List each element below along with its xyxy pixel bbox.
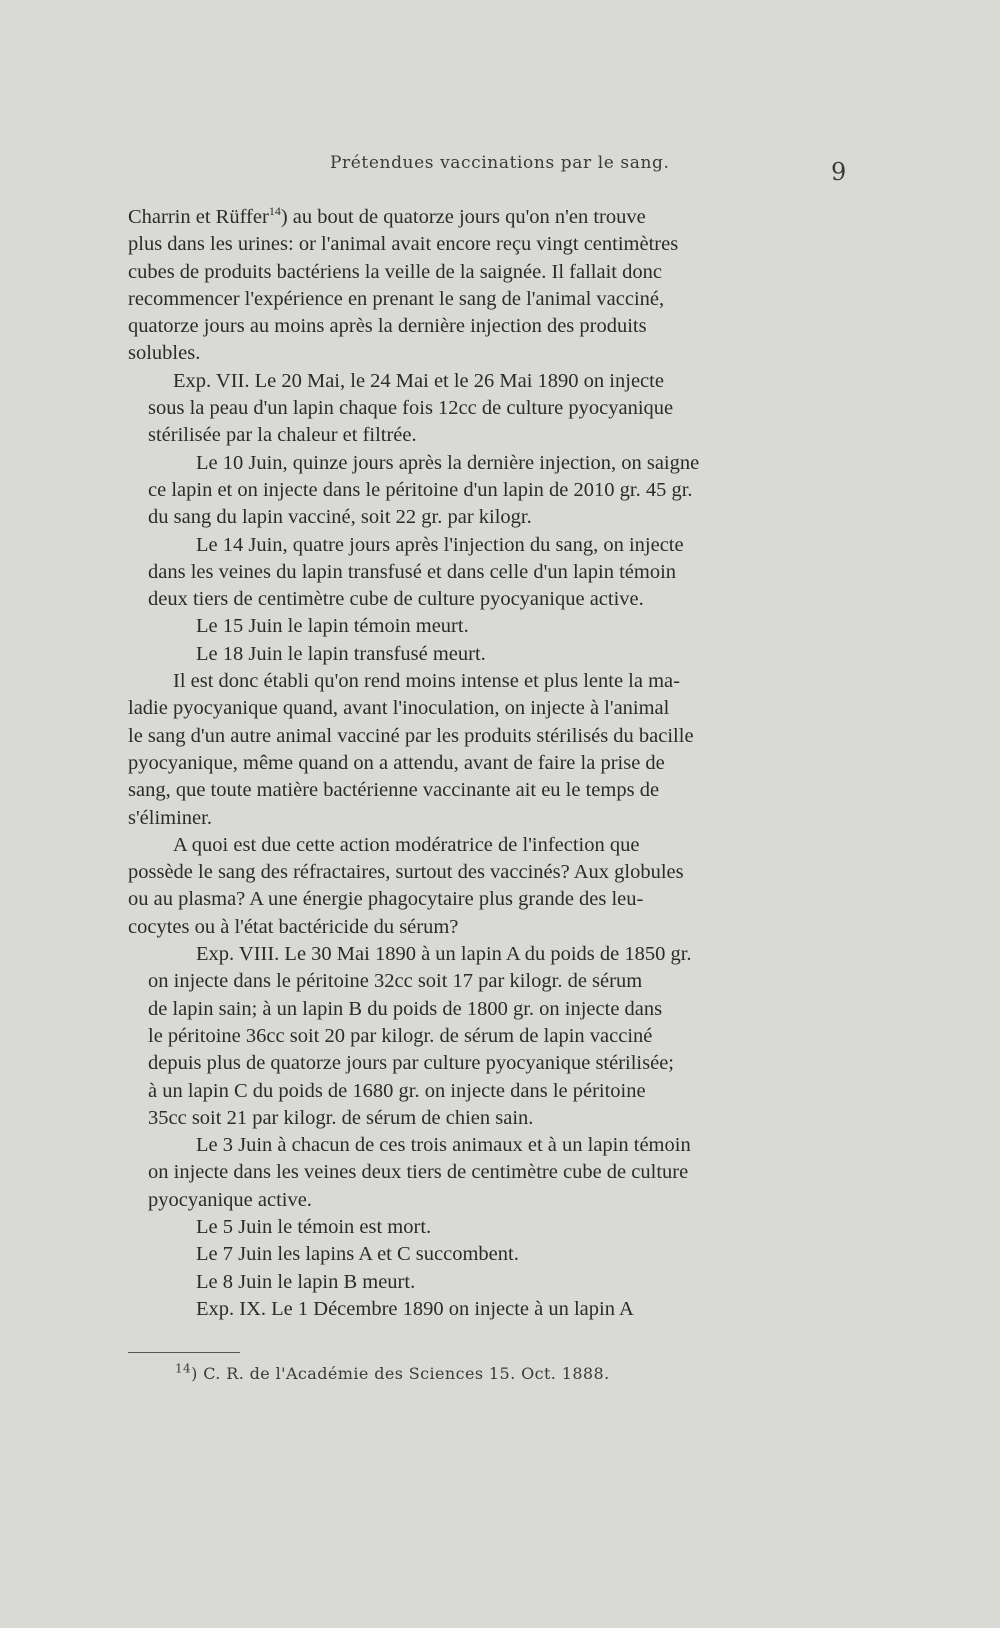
text-line: on injecte dans les veines deux tiers de centimètre cube de culture xyxy=(148,1161,689,1184)
text-line: 35cc soit 21 par kilogr. de sérum de chien sain. xyxy=(148,1106,534,1129)
text-line: depuis plus de quatorze jours par culture pyocyanique stérilisée; xyxy=(148,1052,675,1075)
text-line: ou au plasma? A une énergie phagocytaire plus grande des leu- xyxy=(128,888,644,911)
text-line: Le 7 Juin les lapins A et C succombent. xyxy=(196,1243,519,1266)
text-line: Le 18 Juin le lapin transfusé meurt. xyxy=(196,642,486,665)
footnote-text: ) C. R. de l'Académie des Sciences 15. Oct. 1888. xyxy=(191,1364,610,1383)
text-line: stérilisée par la chaleur et filtrée. xyxy=(148,424,417,447)
text-line: ladie pyocyanique quand, avant l'inoculation, on injecte à l'animal xyxy=(128,697,670,720)
footnote-reference: 14 xyxy=(268,204,281,219)
text-line: Exp. VIII. Le 30 Mai 1890 à un lapin A du poids de 1850 gr. xyxy=(196,943,692,966)
text-line: Charrin et Rüffer$^{14}$) au bout de quatorze jours qu'on n'en trouve xyxy=(128,204,646,228)
running-header: Prétendues vaccinations par le sang. xyxy=(330,153,670,173)
text-line: du sang du lapin vacciné, soit 22 gr. par kilogr. xyxy=(148,506,532,529)
text-line: Exp. IX. Le 1 Décembre 1890 on injecte à un lapin A xyxy=(196,1297,634,1320)
text-line: cubes de produits bactériens la veille de la saignée. Il fallait donc xyxy=(128,260,662,283)
text-line: Le 10 Juin, quinze jours après la dernière injection, on saigne xyxy=(196,451,700,474)
footnote-separator xyxy=(128,1352,240,1353)
text-line: Le 5 Juin le témoin est mort. xyxy=(196,1215,432,1238)
text-line: recommencer l'expérience en prenant le sang de l'animal vacciné, xyxy=(128,287,665,310)
text-line: solubles. xyxy=(128,342,201,365)
text-line: de lapin sain; à un lapin B du poids de 1800 gr. on injecte dans xyxy=(148,997,663,1020)
footnote-marker: 14 xyxy=(175,1361,192,1376)
text-line: Le 3 Juin à chacun de ces trois animaux et à un lapin témoin xyxy=(196,1134,691,1157)
text-line: dans les veines du lapin transfusé et dans celle d'un lapin témoin xyxy=(148,560,677,583)
text-line: cocytes ou à l'état bactéricide du sérum? xyxy=(128,915,459,938)
text-line: on injecte dans le péritoine 32cc soit 17 par kilogr. de sérum xyxy=(148,970,643,993)
text-line: Le 14 Juin, quatre jours après l'injection du sang, on injecte xyxy=(196,533,684,556)
footnote xyxy=(175,1361,610,1383)
text-line: possède le sang des réfractaires, surtout des vaccinés? Aux globules xyxy=(128,861,684,884)
text-line: plus dans les urines: or l'animal avait encore reçu vingt centimètres xyxy=(128,233,679,256)
text-line: s'éliminer. xyxy=(128,806,212,829)
text-line: pyocyanique active. xyxy=(148,1188,312,1211)
text-line: A quoi est due cette action modératrice de l'infection que xyxy=(173,833,640,856)
text-line: à un lapin C du poids de 1680 gr. on injecte dans le péritoine xyxy=(148,1079,646,1102)
text-line: Le 8 Juin le lapin B meurt. xyxy=(196,1270,416,1293)
text-line: sang, que toute matière bactérienne vaccinante ait eu le temps de xyxy=(128,779,660,802)
page-number: 9 xyxy=(831,158,847,186)
text-line: Il est donc établi qu'on rend moins intense et plus lente la ma- xyxy=(173,670,680,693)
text-line: sous la peau d'un lapin chaque fois 12cc de culture pyocyanique xyxy=(148,397,674,420)
text-line: quatorze jours au moins après la dernière injection des produits xyxy=(128,315,647,338)
text-line: Exp. VII. Le 20 Mai, le 24 Mai et le 26 Mai 1890 on injecte xyxy=(173,369,664,392)
text-line: deux tiers de centimètre cube de culture pyocyanique active. xyxy=(148,588,644,611)
body-text xyxy=(128,204,842,1323)
text-line: le sang d'un autre animal vacciné par les produits stérilisés du bacille xyxy=(128,724,694,747)
text-line: Le 15 Juin le lapin témoin meurt. xyxy=(196,615,469,638)
text-line: ce lapin et on injecte dans le péritoine d'un lapin de 2010 gr. 45 gr. xyxy=(148,478,693,501)
text-line: le péritoine 36cc soit 20 par kilogr. de sérum de lapin vacciné xyxy=(148,1024,653,1047)
text-line: pyocyanique, même quand on a attendu, avant de faire la prise de xyxy=(128,751,665,774)
